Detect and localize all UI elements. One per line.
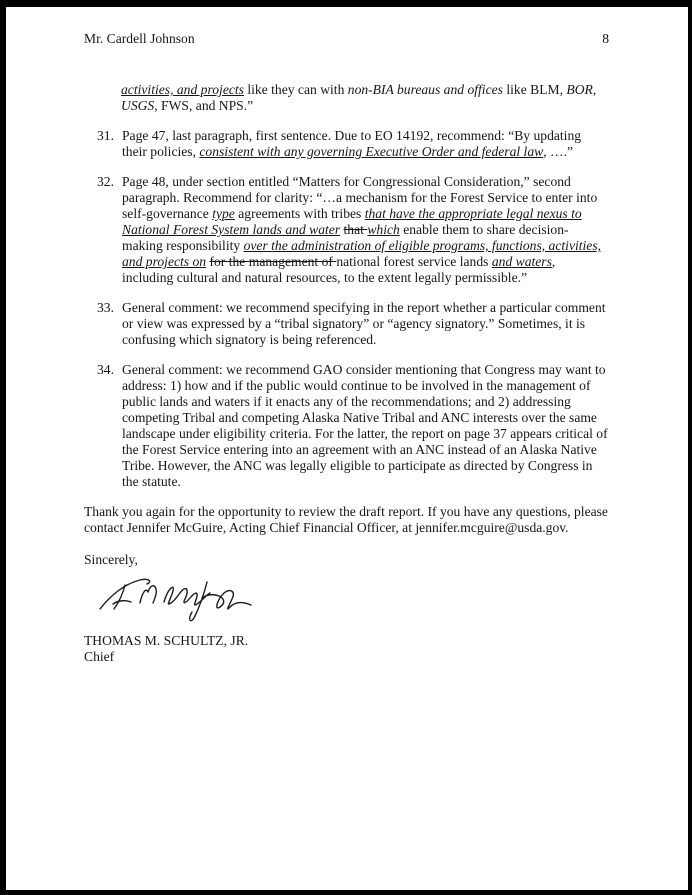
item-text: General comment: we recommend specifying in the report whether a particular comment or view was expressed by a “tribal signatory” or “agency signatory.” Sometimes, it is confusing which signatory is being referenced. — [122, 300, 606, 347]
item-text: Page 47, last paragraph, first sentence. Due to EO 14192, recommend: “By updating their policies, consistent with any governing Executive Order and federal law, ….” — [122, 128, 582, 159]
letter-page — [6, 7, 688, 890]
item-text: General comment: we recommend GAO consider mentioning that Congress may want to address: 1) how and if the public would continue to be involved in the management of public lands and waters if it enacts any of the recommendations; and 2) addressing competing Tribal and competing Alaska Native Tribal and ANC interests over the same landscape under eligibility criteria. For the latter, the report on page 37 appears critical of the Forest Service entering into an agreement with an ANC instead of an Alaska Native Tribe. However, the ANC was legally eligible to participate as directed by Congress in the statute. — [122, 362, 608, 489]
signature-image — [98, 576, 253, 624]
letter-content — [6, 7, 688, 665]
recipient-name: Mr. Cardell Johnson — [84, 31, 195, 46]
list-item-32 — [84, 174, 609, 286]
item-number: 33. — [97, 300, 114, 315]
item-number: 31. — [97, 128, 114, 143]
signature-block — [98, 576, 609, 624]
valediction: Sincerely, — [84, 552, 138, 567]
page-number: 8 — [602, 31, 609, 46]
item-text: Page 48, under section entitled “Matters for Congressional Consideration,” second paragraph. Recommend for clarity: “…a mechanism for the Forest Service to enter into self-governance type agreements with tribes that have the appropriate legal nexus to National Forest System lands and water that which enable them to share decision-making responsibility over the administration of eligible programs, functions, activities, and projects on for the management of national forest service lands and waters, including cultural and natural resources, to the extent legally permissible.” — [122, 174, 602, 285]
continuation-paragraph: activities, and projects like they can with non-BIA bureaus and offices like BLM, BOR, USGS, FWS, and NPS.” — [121, 82, 597, 113]
item-number: 34. — [97, 362, 114, 377]
closing-paragraph: Thank you again for the opportunity to review the draft report. If you have any questions, please contact Jennifer McGuire, Acting Chief Financial Officer, at jennifer.mcguire@usda.gov. — [84, 504, 608, 535]
page-header — [84, 31, 609, 47]
list-item-31 — [84, 128, 609, 160]
signer-title: Chief — [84, 649, 115, 664]
signer-name: THOMAS M. SCHULTZ, JR. — [84, 633, 249, 648]
item-number: 32. — [97, 174, 114, 189]
list-item-33 — [84, 300, 609, 348]
list-item-34 — [84, 362, 609, 490]
